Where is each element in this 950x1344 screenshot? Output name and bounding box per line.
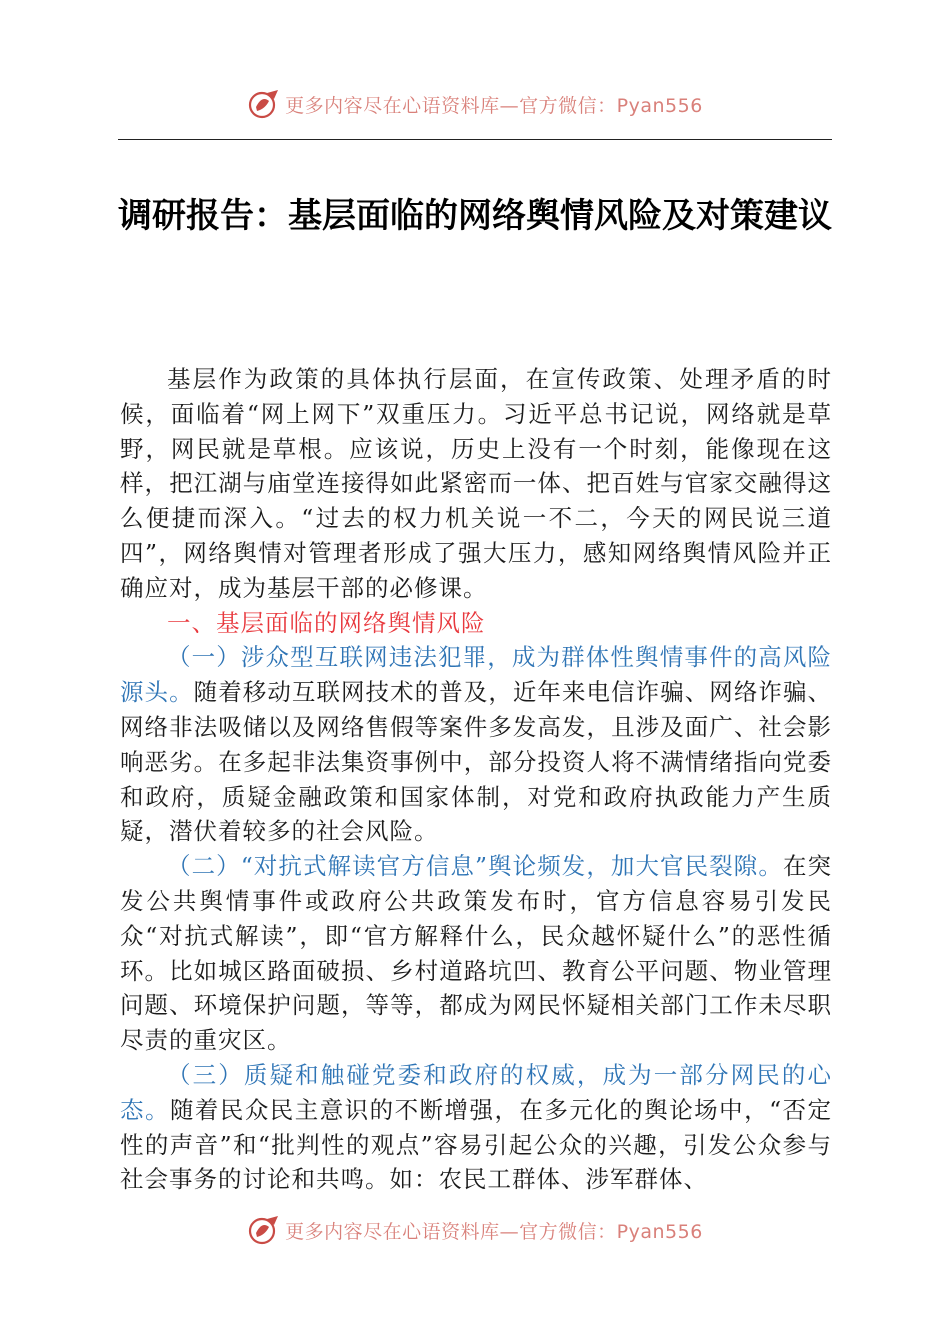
header-divider [118,139,832,140]
pen-logo-icon [247,87,281,121]
watermark-text: 更多内容尽在心语资料库—官方微信：Pyan556 [285,1220,703,1243]
watermark-footer [0,1210,950,1250]
subsection-3 [120,1058,832,1197]
subsection-2 [120,849,832,1058]
intro-paragraph: 基层作为政策的具体执行层面，在宣传政策、处理矛盾的时候，面临着“网上网下”双重压力。习近平总书记说，网络就是草野，网民就是草根。应该说，历史上没有一个时刻，能像现在这样，把江湖与庙堂连接得如此紧密而一体、把百姓与官家交融得这么便捷而深入。“过去的权力机关说一不二，今天的网民说三道四”，网络舆情对管理者形成了强大压力，感知网络舆情风险并正确应对，成为基层干部的必修课。 [120,365,832,602]
subsection-3-heading: （三）质疑和触碰党委和政府的权威，成为一部分网民的心态。 [120,1060,832,1124]
section-heading-1: 一、基层面临的网络舆情风险 [167,608,486,637]
watermark-wechat-id: Pyan556 [616,94,703,117]
subsection-1-heading: （一）涉众型互联网违法犯罪，成为群体性舆情事件的高风险源头。 [120,643,832,707]
subsection-1 [120,640,832,849]
watermark-header [0,84,950,124]
watermark-text: 更多内容尽在心语资料库—官方微信：Pyan556 [285,94,703,117]
document-title: 调研报告：基层面临的网络舆情风险及对策建议 [118,196,832,236]
subsection-2-text: 在突发公共舆情事件或政府公共政策发布时，官方信息容易引发民众“对抗式解读”，即“官方解释什么，民众越怀疑什么”的恶性循环。比如城区路面破损、乡村道路坑凹、教育公平问题、物业管理问题、环境保护问题，等等，都成为网民怀疑相关部门工作未尽职尽责的重灾区。 [120,852,833,1055]
subsection-3-text: 随着民众民主意识的不断增强，在多元化的舆论场中，“否定性的声音”和“批判性的观点”容易引起公众的兴趣，引发公众参与社会事务的讨论和共鸣。如：农民工群体、涉军群体、 [120,1095,833,1194]
subsection-2-heading: （二）“对抗式解读官方信息”舆论频发，加大官民裂隙。 [167,852,783,881]
document-body [120,362,832,1197]
pen-logo-icon [247,1213,281,1247]
watermark-wechat-id: Pyan556 [616,1220,703,1243]
subsection-1-text: 随着移动互联网技术的普及，近年来电信诈骗、网络诈骗、网络非法吸储以及网络售假等案件多发高发，且涉及面广、社会影响恶劣。在多起非法集资事例中，部分投资人将不满情绪指向党委和政府，质疑金融政策和国家体制，对党和政府执政能力产生质疑，潜伏着较多的社会风险。 [120,678,833,846]
